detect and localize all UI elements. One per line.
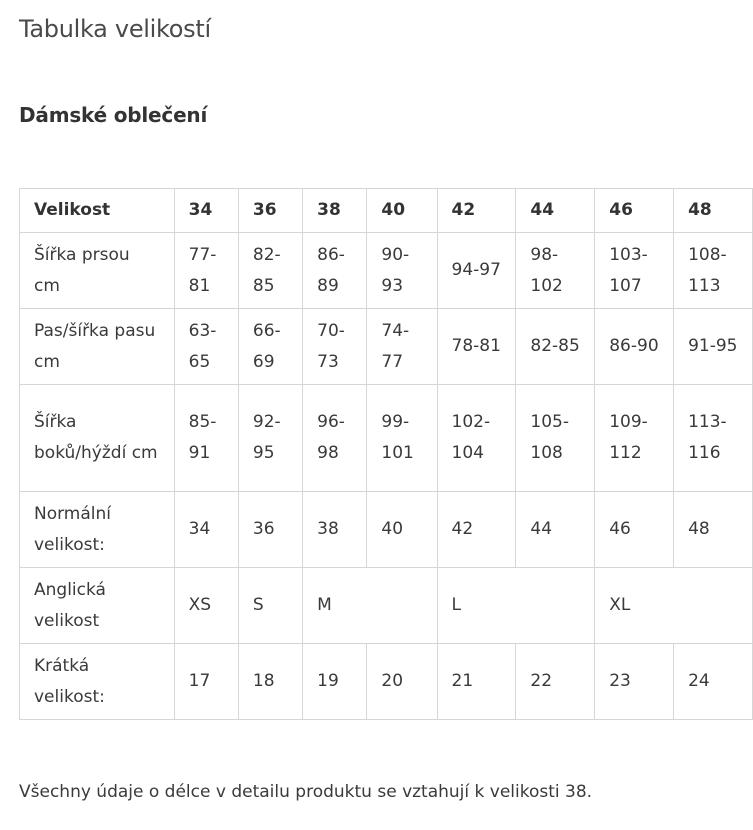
row-label: Pas/šířka pasu cm <box>20 309 175 385</box>
table-cell: 63-65 <box>174 309 238 385</box>
table-cell: M <box>303 568 437 644</box>
table-row <box>20 492 753 568</box>
table-cell: 105-108 <box>516 385 595 492</box>
table-cell: 40 <box>367 492 437 568</box>
table-cell: 74-77 <box>367 309 437 385</box>
table-cell: 22 <box>516 644 595 720</box>
table-cell: XS <box>174 568 238 644</box>
footer-note: Všechny údaje o délce v detailu produktu se vztahují k velikosti 38. <box>19 782 593 802</box>
header-cell-size: 48 <box>674 189 753 233</box>
table-cell: 24 <box>674 644 753 720</box>
table-cell: 19 <box>303 644 367 720</box>
table-row <box>20 385 753 492</box>
table-cell: 77-81 <box>174 233 238 309</box>
table-cell: 109-112 <box>595 385 674 492</box>
table-cell: 44 <box>516 492 595 568</box>
header-cell-size: 42 <box>437 189 516 233</box>
table-cell: 82-85 <box>516 309 595 385</box>
table-cell: 46 <box>595 492 674 568</box>
table-cell: 17 <box>174 644 238 720</box>
table-cell: 98-102 <box>516 233 595 309</box>
row-label: Krátká velikost: <box>20 644 175 720</box>
table-cell: 36 <box>238 492 302 568</box>
header-cell-size: 46 <box>595 189 674 233</box>
table-row <box>20 309 753 385</box>
table-cell: 20 <box>367 644 437 720</box>
table-cell: 86-90 <box>595 309 674 385</box>
table-cell: 90-93 <box>367 233 437 309</box>
table-cell: 66-69 <box>238 309 302 385</box>
table-cell: 103-107 <box>595 233 674 309</box>
row-label: Šířka boků/hýždí cm <box>20 385 175 492</box>
table-cell: S <box>238 568 302 644</box>
table-cell: 42 <box>437 492 516 568</box>
table-cell: 85-91 <box>174 385 238 492</box>
table-row <box>20 568 753 644</box>
section-title: Dámské oblečení <box>19 103 208 127</box>
row-label: Šířka prsou cm <box>20 233 175 309</box>
header-cell-size: 44 <box>516 189 595 233</box>
row-label: Anglická velikost <box>20 568 175 644</box>
table-cell: 78-81 <box>437 309 516 385</box>
table-header-row <box>20 189 753 233</box>
table-cell: 21 <box>437 644 516 720</box>
header-cell-size: 36 <box>238 189 302 233</box>
header-cell-size: 40 <box>367 189 437 233</box>
table-row <box>20 644 753 720</box>
table-cell: 102-104 <box>437 385 516 492</box>
header-cell-size: 34 <box>174 189 238 233</box>
table-cell: 86-89 <box>303 233 367 309</box>
table-cell: 82-85 <box>238 233 302 309</box>
table-cell: 91-95 <box>674 309 753 385</box>
table-cell: 70-73 <box>303 309 367 385</box>
table-cell: 108-113 <box>674 233 753 309</box>
row-label: Normální velikost: <box>20 492 175 568</box>
size-table <box>19 188 753 720</box>
table-cell: 92-95 <box>238 385 302 492</box>
table-cell: XL <box>595 568 753 644</box>
header-cell-size: 38 <box>303 189 367 233</box>
table-cell: 23 <box>595 644 674 720</box>
table-cell: 18 <box>238 644 302 720</box>
table-cell: 113-116 <box>674 385 753 492</box>
page-title: Tabulka velikostí <box>19 15 211 43</box>
table-cell: 96-98 <box>303 385 367 492</box>
table-cell: 99-101 <box>367 385 437 492</box>
table-cell: 34 <box>174 492 238 568</box>
header-cell-label: Velikost <box>20 189 175 233</box>
table-cell: 48 <box>674 492 753 568</box>
table-cell: 38 <box>303 492 367 568</box>
table-cell: 94-97 <box>437 233 516 309</box>
table-row <box>20 233 753 309</box>
table-cell: L <box>437 568 595 644</box>
